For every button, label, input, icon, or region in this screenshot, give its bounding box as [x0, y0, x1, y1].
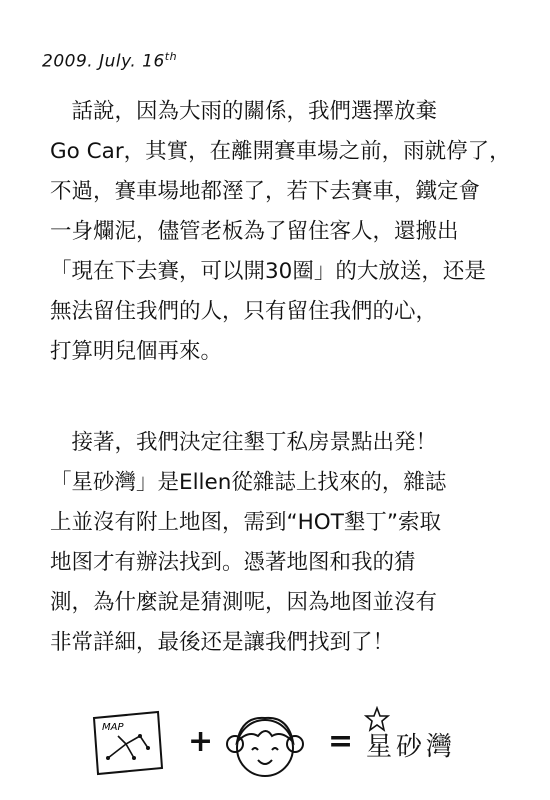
text-line: 一身爛泥，儘管老板為了留住客人，還搬出 — [50, 219, 459, 244]
paragraph-2 — [50, 423, 530, 663]
text-line: 測，為什麼說是猜測呢，因為地图並沒有 — [50, 590, 438, 615]
date-text: 2009. July. 16 — [42, 51, 165, 72]
text-line: 「星砂灣」是Ellen從雜誌上找來的，雜誌 — [50, 470, 447, 495]
text-line: 接著，我們決定往墾丁私房景點出発！ — [50, 430, 438, 455]
text-line: 無法留住我們的人，只有留住我們的心， — [50, 299, 438, 324]
doodle-equation — [88, 706, 528, 786]
result-text: 星砂灣 — [366, 732, 457, 762]
girl-face-icon — [222, 706, 308, 780]
map-icon — [88, 708, 168, 778]
text-line: 上並沒有附上地图，需到“HOT墾丁”索取 — [50, 510, 442, 535]
text-line: Go Car，其實，在離開賽車場之前，雨就停了， — [50, 139, 511, 164]
date-suffix: th — [164, 50, 178, 63]
text-line: 話說，因為大雨的關係，我們選擇放棄 — [50, 99, 438, 124]
equals-sign: = — [328, 724, 354, 759]
text-line: 打算明兒個再來。 — [50, 339, 223, 364]
paragraph-1 — [50, 92, 530, 372]
map-label: MAP — [102, 722, 124, 733]
text-line: 非常詳細，最後还是讓我們找到了！ — [50, 630, 395, 655]
text-line: 地图才有辦法找到。憑著地图和我的猜 — [50, 550, 416, 575]
date-heading — [42, 50, 177, 72]
text-line: 「現在下去賽，可以開30圈」的大放送，还是 — [50, 259, 486, 284]
text-line: 不過，賽車場地都溼了，若下去賽車，鐵定會 — [50, 179, 481, 204]
plus-sign: + — [188, 724, 214, 759]
